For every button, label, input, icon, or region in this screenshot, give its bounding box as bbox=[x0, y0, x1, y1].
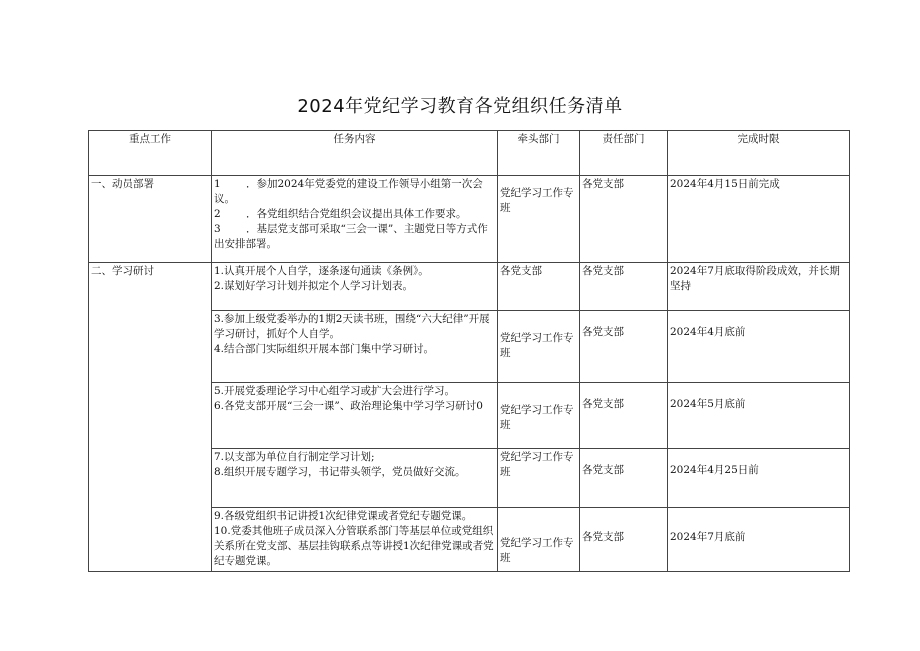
column-header-key-work: 重点工作 bbox=[89, 131, 212, 176]
responsible-department-cell: 各党支部 bbox=[580, 449, 668, 508]
column-header-deadline: 完成时限 bbox=[668, 131, 850, 176]
responsible-department-cell: 各党支部 bbox=[580, 311, 668, 383]
task-item: 1 ．参加2024年党委党的建设工作领导小组第一次会议。 bbox=[214, 178, 483, 205]
key-work-cell: 一、动员部署 bbox=[89, 176, 212, 263]
task-item: 2 ．各党组织结合党组织会议提出具体工作要求。 bbox=[214, 208, 467, 220]
page-title: 2024年党纪学习教育各党组织任务清单 bbox=[297, 96, 623, 117]
lead-department-cell: 党纪学习工作专班 bbox=[498, 311, 580, 383]
key-work-cell: 二、学习研讨 bbox=[89, 263, 212, 572]
deadline-cell: 2024年7月底取得阶段成效，并长期坚持 bbox=[668, 263, 850, 311]
table-row bbox=[89, 176, 850, 263]
task-item: 1.认真开展个人自学，逐条逐句通读《条例》。 bbox=[214, 265, 429, 277]
column-header-responsible-department: 责任部门 bbox=[580, 131, 668, 176]
task-content-cell bbox=[212, 383, 498, 449]
task-item: 10.党委其他班子成员深入分管联系部门等基层单位或党组织关系所在党支部、基层挂钩联系点等讲授1次纪律党课或者党纪专题党课。 bbox=[214, 525, 494, 567]
task-content-cell bbox=[212, 311, 498, 383]
responsible-department-cell: 各党支部 bbox=[580, 176, 668, 263]
lead-department-cell: 党纪学习工作专班 bbox=[498, 449, 580, 508]
responsible-department-cell: 各党支部 bbox=[580, 263, 668, 311]
responsible-department-cell: 各党支部 bbox=[580, 383, 668, 449]
deadline-cell: 2024年7月底前 bbox=[668, 508, 850, 572]
table-row bbox=[89, 263, 850, 311]
task-item: 3.参加上级党委举办的1期2天读书班，围绕“六大纪律”开展学习研讨，抓好个人自学。 bbox=[214, 313, 490, 340]
task-item: 5.开展党委理论学习中心组学习或扩大会进行学习。 bbox=[214, 385, 456, 397]
responsible-department-cell: 各党支部 bbox=[580, 508, 668, 572]
task-content-cell bbox=[212, 508, 498, 572]
column-header-lead-department: 牵头部门 bbox=[498, 131, 580, 176]
table-header-row bbox=[89, 131, 850, 176]
task-item: 4.结合部门实际组织开展本部门集中学习研讨。 bbox=[214, 343, 435, 355]
task-item: 2.谋划好学习计划并拟定个人学习计划表。 bbox=[214, 280, 414, 292]
deadline-cell: 2024年4月底前 bbox=[668, 311, 850, 383]
deadline-cell: 2024年4月15日前完成 bbox=[668, 176, 850, 263]
lead-department-cell: 党纪学习工作专班 bbox=[498, 176, 580, 263]
task-content-cell bbox=[212, 176, 498, 263]
task-item: 7.以支部为单位自行制定学习计划; bbox=[214, 451, 375, 463]
task-item: 8.组织开展专题学习，书记带头领学，党员做好交流。 bbox=[214, 466, 466, 478]
task-item: 9.各级党组织书记讲授1次纪律党课或者党纪专题党课。 bbox=[214, 510, 473, 522]
task-item: 3 ．基层党支部可采取“三会一课”、主题党日等方式作出安排部署。 bbox=[214, 223, 488, 250]
lead-department-cell: 各党支部 bbox=[498, 263, 580, 311]
task-content-cell bbox=[212, 263, 498, 311]
lead-department-cell: 党纪学习工作专班 bbox=[498, 383, 580, 449]
deadline-cell: 2024年4月25日前 bbox=[668, 449, 850, 508]
task-table bbox=[88, 130, 850, 572]
task-content-cell bbox=[212, 449, 498, 508]
column-header-task-content: 任务内容 bbox=[212, 131, 498, 176]
deadline-cell: 2024年5月底前 bbox=[668, 383, 850, 449]
lead-department-cell: 党纪学习工作专班 bbox=[498, 508, 580, 572]
task-item: 6.各党支部开展“三会一课”、政治理论集中学习学习研讨0 bbox=[214, 400, 483, 412]
